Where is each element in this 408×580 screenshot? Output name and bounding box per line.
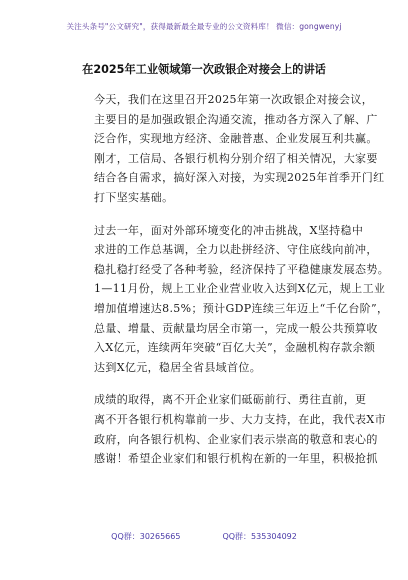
paragraph-line: 过去一年，面对外部环境变化的冲击挑战，X坚持稳中 (94, 223, 364, 237)
paragraph-line: 达到X亿元，稳居全省县域首位。 (94, 360, 262, 374)
paragraph-1 (72, 90, 385, 208)
paragraph-3 (72, 390, 386, 468)
paragraph-2 (72, 221, 390, 378)
paragraph-line: 总量、增量、贡献量均居全市第一，完成一般公共预算收 (94, 321, 378, 335)
paragraph-line: 泛合作，实现地方经济、金融普惠、企业发展互利共赢。 (94, 132, 378, 146)
document-title: 在2025年工业领域第一次政银企对接会上的讲话 (82, 63, 326, 76)
footer-qq-group-1: QQ群：30265665 (111, 532, 181, 541)
paragraph-line: 增加值增速达8.5%；预计GDP连续三年迈上“千亿台阶”， (94, 301, 389, 315)
document-body (72, 90, 390, 469)
paragraph-line: 刚才，工信局、各银行机构分别介绍了相关情况，大家要 (94, 151, 378, 165)
paragraph-line: 稳扎稳打经受了各种考验，经济保持了平稳健康发展态势。 (94, 262, 390, 276)
paragraph-line: 打下坚实基础。 (94, 190, 174, 204)
paragraph-line: 离不开各银行机构靠前一步、大力支持，在此，我代表X市 (94, 412, 386, 426)
paragraph-line: 政府，向各银行机构、企业家们表示崇高的敬意和衷心的 (94, 432, 378, 446)
paragraph-line: 1—11月份，规上工业企业营业收入达到X亿元，规上工业 (94, 282, 386, 296)
header-promo-note: 关注头条号"公文研究"，获得最新最全最专业的公文资料库！ 微信：gongwenyj (66, 22, 342, 31)
paragraph-line: 成绩的取得，离不开企业家们砥砺前行、勇往直前，更 (94, 393, 367, 407)
footer-contacts (0, 531, 408, 542)
paragraph-line: 入X亿元，连续两年突破“百亿大关”，金融机构存款余额 (94, 341, 376, 355)
paragraph-line: 结合各自需求，搞好深入对接，为实现2025年首季开门红 (94, 171, 385, 185)
paragraph-line: 感谢！希望企业家们和银行机构在新的一年里，积极抢抓 (94, 452, 378, 466)
paragraph-line: 主要目的是加强政银企沟通交流，推动各方深入了解、广 (94, 112, 378, 126)
paragraph-line: 今天，我们在这里召开2025年第一次政银企对接会议， (94, 93, 374, 106)
paragraph-line: 求进的工作总基调，全力以赴拼经济、守住底线向前冲， (94, 243, 378, 257)
footer-qq-group-2: QQ群：535304092 (222, 532, 297, 541)
